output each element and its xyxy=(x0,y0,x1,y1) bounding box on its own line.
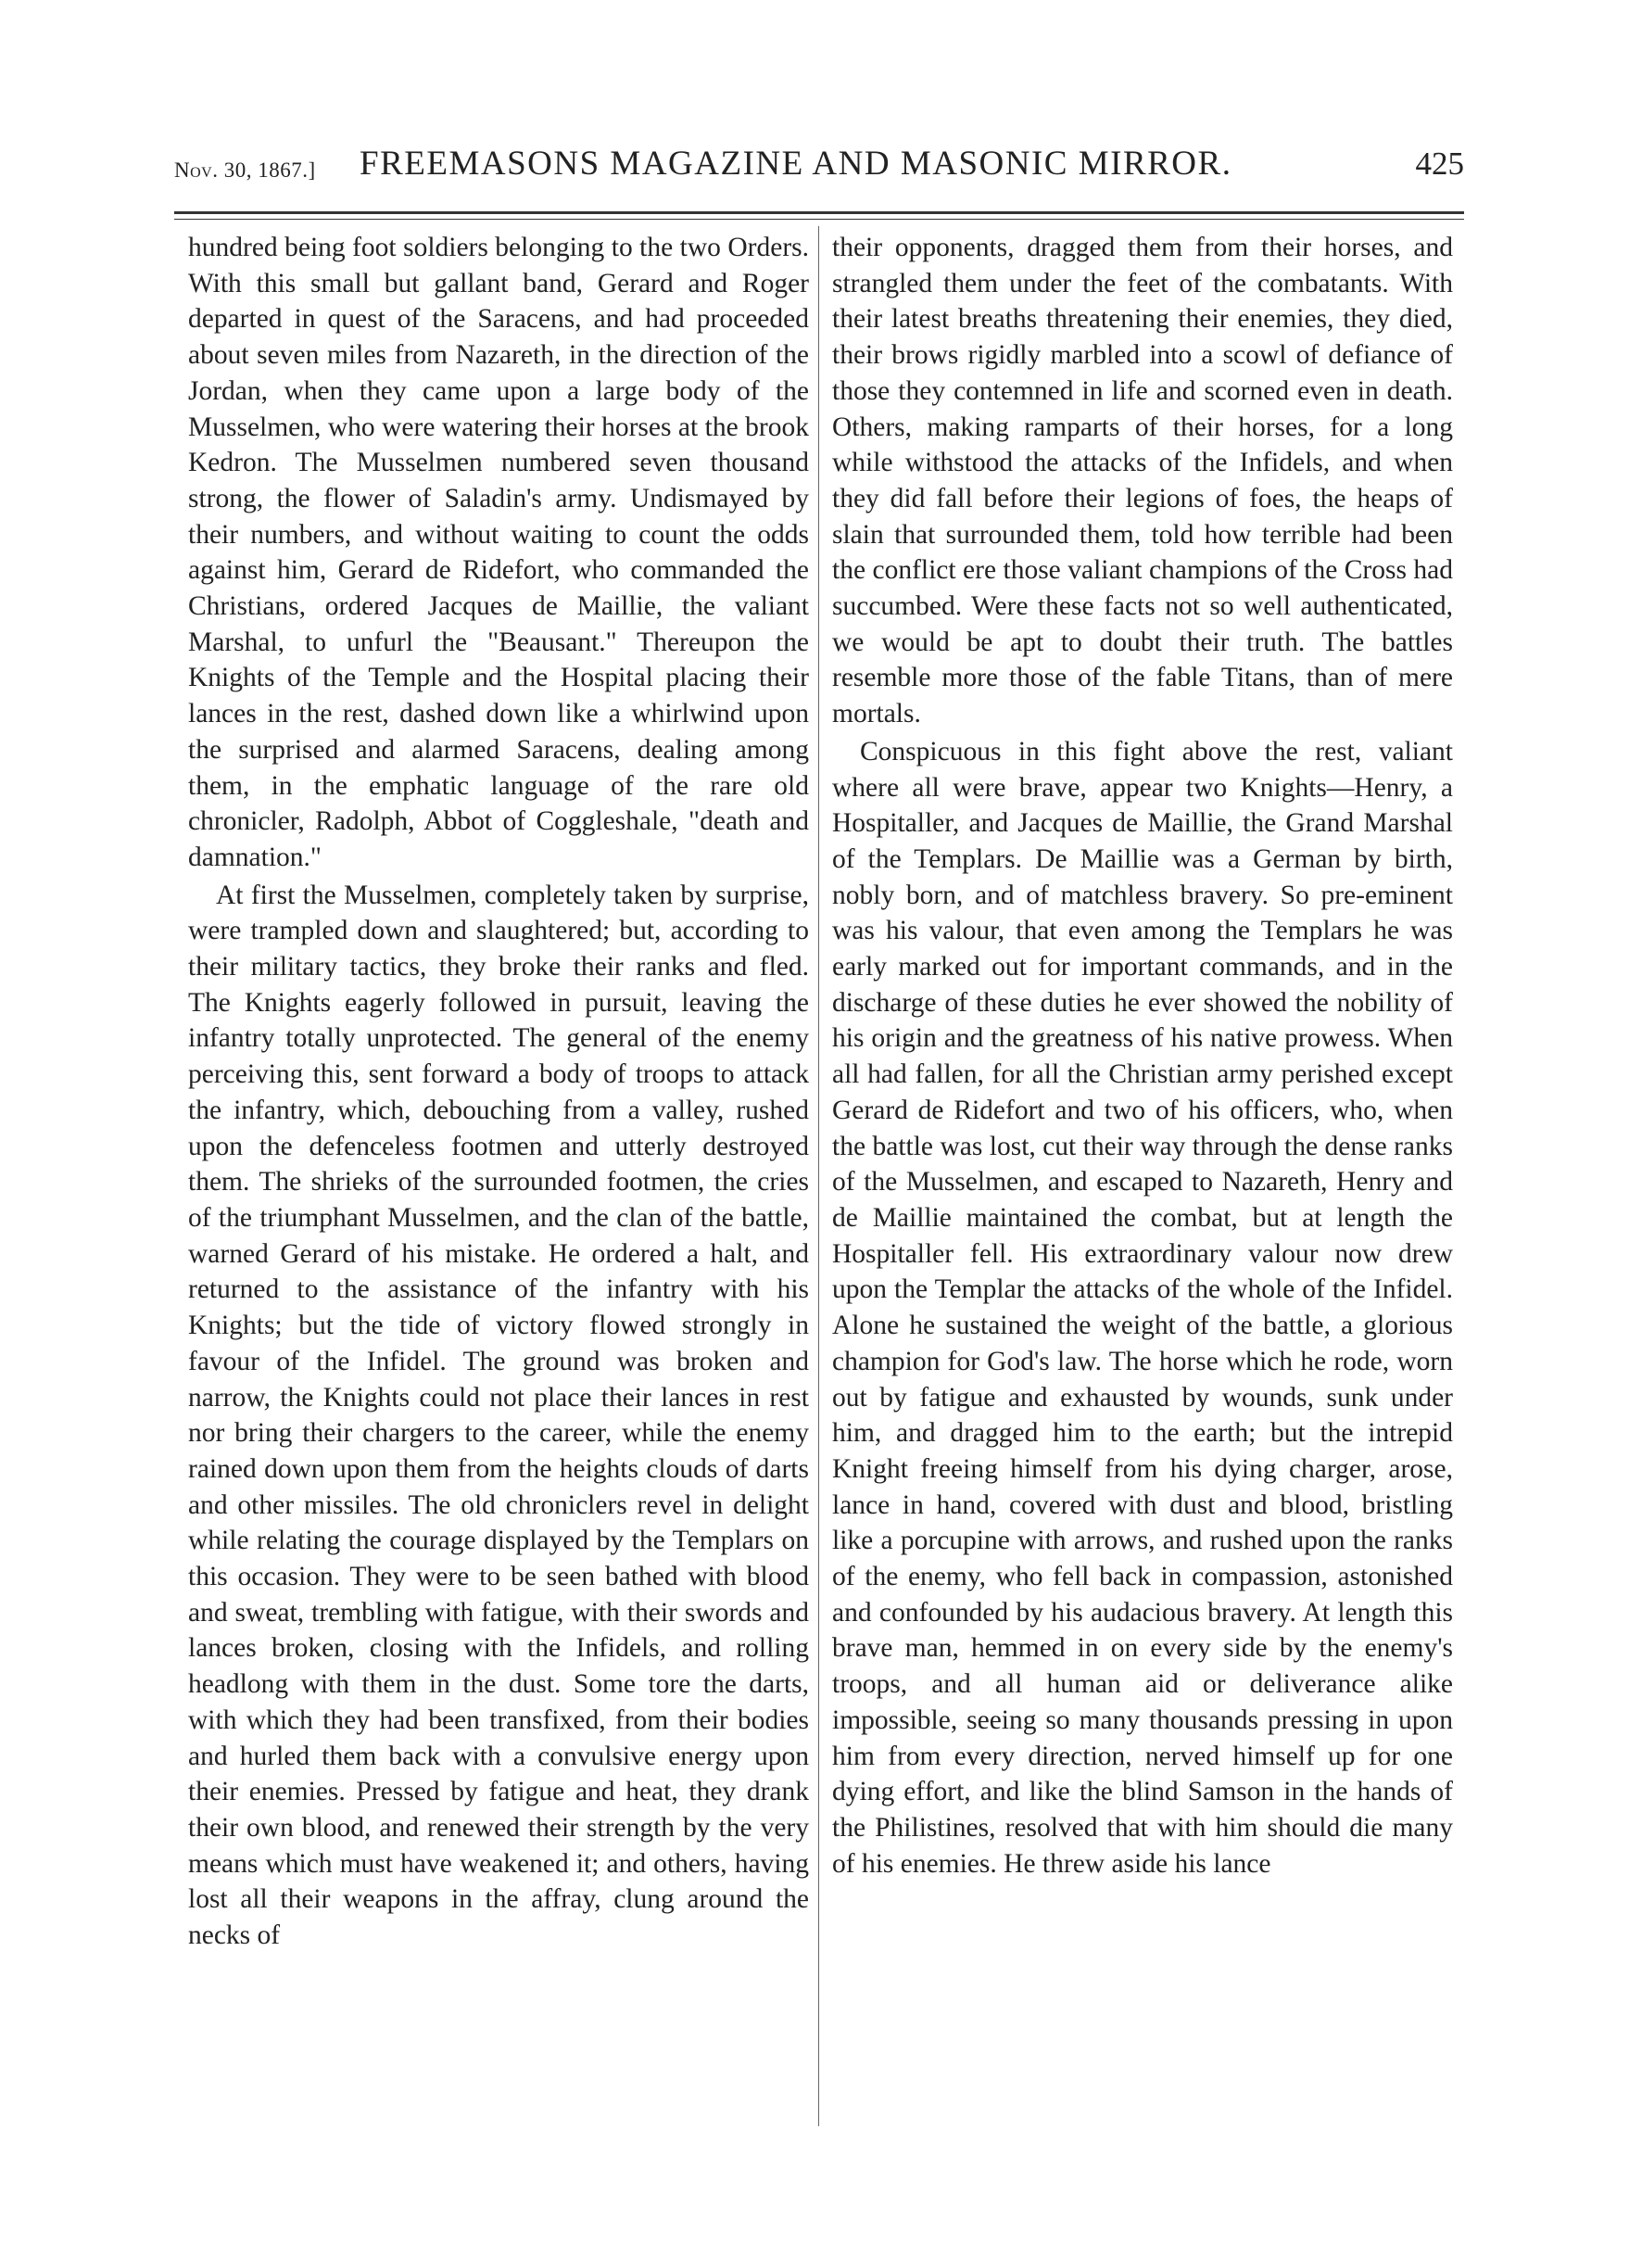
issue-date: Nov. 30, 1867.] xyxy=(174,158,316,182)
right-column xyxy=(832,230,1453,1882)
page-number: 425 xyxy=(1415,146,1464,182)
left-column xyxy=(188,230,809,1954)
left-paragraph-2: At first the Musselmen, completely taken by surprise, were trampled down and slaughtered; but, according to their military tactics, they broke their ranks and fled. The Knights eagerly followed in pursuit, leaving the infantry totally unprotected. The general of the enemy perceiving this, sent forward a body of troops to attack the infantry, which, debouching from a valley, rushed upon the defenceless footmen and utterly destroyed them. The shrieks of the surrounded footmen, the cries of the triumphant Musselmen, and the clan of the battle, warned Gerard of his mistake. He ordered a halt, and returned to the assistance of the infantry with his Knights; but the tide of victory flowed strongly in favour of the Infidel. The ground was broken and narrow, the Knights could not place their lances in rest nor bring their chargers to the career, while the enemy rained down upon them from the heights clouds of darts and other missiles. The old chroniclers revel in delight while relating the courage displayed by the Templars on this occasion. They were to be seen bathed with blood and sweat, trembling with fatigue, with their swords and lances broken, closing with the Infidels, and rolling headlong with them in the dust. Some tore the darts, with which they had been transfixed, from their bodies and hurled them back with a convulsive energy upon their enemies. Pressed by fatigue and heat, they drank their own blood, and renewed their strength by the very means which must have weakened it; and others, having lost all their weapons in the affray, clung around the necks of xyxy=(188,880,809,1951)
running-head xyxy=(174,144,1464,199)
header-rule-thick xyxy=(174,211,1464,214)
right-paragraph-2: Conspicuous in this fight above the rest, valiant where all were brave, appear two Knights—Henry, a Hospitaller, and Jacques de Maillie, the Grand Marshal of the Templars. De Maillie was a German by birth, nobly born, and of matchless bravery. So pre-eminent was his valour, that even among the Templars he was early marked out for important commands, and in the discharge of these duties he ever showed the nobility of his origin and the greatness of his native prowess. When all had fallen, for all the Christian army perished except Gerard de Ridefort and two of his officers, who, when the battle was lost, cut their way through the dense ranks of the Musselmen, and escaped to Nazareth, Henry and de Maillie maintained the combat, but at length the Hospitaller fell. His extraordinary valour now drew upon the Templar the attacks of the whole of the Infidel. Alone he sustained the weight of the battle, a glorious champion for God's law. The horse which he rode, worn out by fatigue and exhausted by wounds, sunk under him, and dragged him to the earth; but the intrepid Knight freeing himself from his dying charger, arose, lance in hand, covered with dust and blood, bristling like a porcupine with arrows, and rushed upon the ranks of the enemy, who fell back in compassion, astonished and confounded by his audacious bravery. At length this brave man, hemmed in on every side by the enemy's troops, and all human aid or deliverance alike impossible, seeing so many thousands pressing in upon him from every direction, nerved himself up for one dying effort, and like the blind Samson in the hands of the Philistines, resolved that with him should die many of his enemies. He threw aside his lance xyxy=(832,736,1453,1879)
right-paragraph-1: their opponents, dragged them from their horses, and strangled them under the feet of the combatants. With their latest breaths threatening their enemies, they died, their brows rigidly marbled into a scowl of defiance of those they contemned in life and scorned even in death. Others, making ramparts of their horses, for a long while withstood the attacks of the Infidels, and when they did fall before their legions of foes, the heaps of slain that surrounded them, told how terrible had been the conflict ere those valiant champions of the Cross had succumbed. Were these facts not so well authenticated, we would be apt to doubt their truth. The battles resemble more those of the fable Titans, than of mere mortals. xyxy=(832,233,1453,729)
column-divider xyxy=(818,226,819,2126)
left-paragraph-1: hundred being foot soldiers belonging to the two Orders. With this small but gallant band, Gerard and Roger departed in quest of the Saracens, and had proceeded about seven miles from Nazareth, in the direction of the Jordan, when they came upon a large body of the Musselmen, who were watering their horses at the brook Kedron. The Musselmen numbered seven thousand strong, the flower of Saladin's army. Undismayed by their numbers, and without waiting to count the odds against him, Gerard de Ridefort, who commanded the Christians, ordered Jacques de Maillie, the valiant Marshal, to unfurl the "Beausant." Thereupon the Knights of the Temple and the Hospital placing their lances in the rest, dashed down like a whirlwind upon the surprised and alarmed Saracens, dealing among them, in the emphatic language of the rare old chronicler, Radolph, Abbot of Coggleshale, "death and damnation." xyxy=(188,233,809,872)
header-rule-thin xyxy=(174,219,1464,220)
magazine-title: FREEMASONS MAGAZINE AND MASONIC MIRROR. xyxy=(360,145,1232,183)
